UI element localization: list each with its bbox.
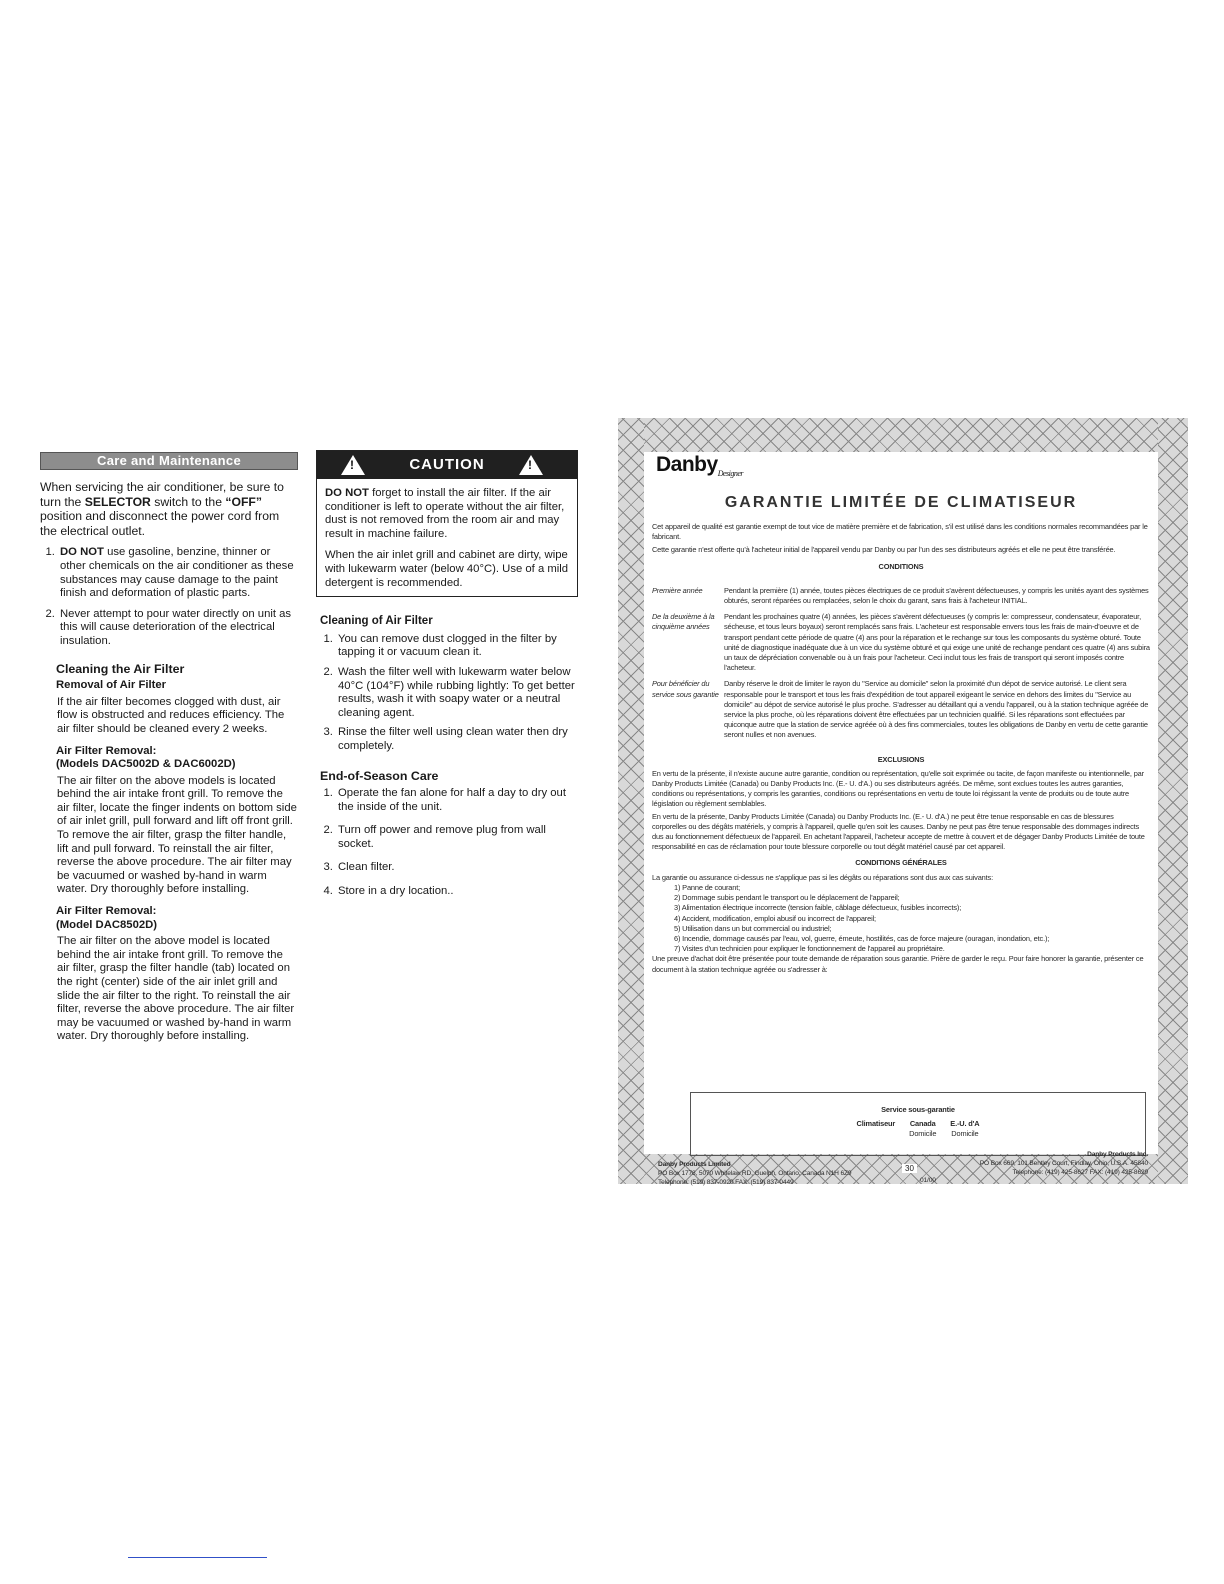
list-item: 1. You can remove dust clogged in the filter by tapping it or vacuum clean it. bbox=[336, 633, 578, 660]
warranty-intro-2: Cette garantie n'est offerte qu'à l'acheteur initial de l'appareil vendu par Danby ou par l'un des ses distributeurs agréés et elle ne peut être transférée. bbox=[652, 545, 1116, 555]
removal-text: If the air filter becomes clogged with dust, air flow is obstructed and reduces efficiency. The air filter should be cleaned every 2 weeks. bbox=[57, 695, 285, 735]
list-item: 2) Dommage subis pendant le transport ou le déplacement de l'appareil; bbox=[674, 893, 900, 903]
general-intro: La garantie ou assurance ci-dessus ne s'applique pas si les dégâts ou réparations sont dus aux cas suivants: bbox=[652, 872, 993, 882]
footer-usa-address: Danby Products Inc. PO Box 669, 101 Bentley Court, Findlay, Ohio, U.S.A. 45840 Telephone: (419) 425-8627 FAX: (419) 425-8629 bbox=[979, 1151, 1148, 1176]
list-item: 5) Utilisation dans un but commercial ou industriel; bbox=[674, 923, 832, 933]
caution-text-1: DO NOT forget to install the air filter. If the air conditioner is left to operate without the air filter, dust is not removed from the room air and may result in machine failure. bbox=[325, 487, 565, 540]
underline-mark bbox=[128, 1557, 267, 1558]
document-code: 01/00 bbox=[920, 1177, 936, 1184]
warranty-intro-1: Cet appareil de qualité est garantie exempt de tout vice de matière première et de fabrication, s'il est utilisé dans les conditions normales recommandées par le fabricant. bbox=[652, 522, 1148, 542]
caution-box bbox=[316, 450, 578, 597]
list-item: 2. Turn off power and remove plug from wall socket. bbox=[336, 824, 578, 851]
list-item: 2. Never attempt to pour water directly on unit as this will cause deterioration of the electrical insulation. bbox=[58, 608, 298, 649]
exclusions-heading: EXCLUSIONS bbox=[877, 754, 925, 764]
proof-of-purchase: Une preuve d'achat doit être présentée pour toute demande de réparation sous garantie. Prière de garder le reçu. Pour faire honorer la garantie, présenter ce document à la station technique agréée ou s'adresser à: bbox=[652, 954, 1144, 974]
care-intro: When servicing the air conditioner, be sure to turn the SELECTOR switch to the “OFF” position and disconnect the power cord from the electrical outlet. bbox=[40, 480, 284, 538]
list-item: 1. DO NOT use gasoline, benzine, thinner or other chemicals on the air conditioner as these substances may cause damage to the paint finish and deformation of plastic parts. bbox=[58, 546, 298, 600]
caution-text-2: When the air inlet grill and cabinet are dirty, wipe with lukewarm water (below 40°C). Use of a mild detergent is recommended. bbox=[325, 549, 569, 589]
condition-row: Pour bénéficier du service sous garantie Danby réserve le droit de limiter le rayon du "Service au domicile" selon la proximité d'un dépot de service autorisé. Le client sera responsable pour le transport et tous les frais d'expédition de tout appareil exigeant le service en dehors des limites du "Service au domicile" au dépot de service autorisé le plus proche. S'adresser au détaillant qui a vendu l'appareil, ou à la station technique agréée de service la plus proche, où les réparations doivent être effectuées par un technicien qualifié. Si les réparations sont effectuées par quiconque autre que la station de service agréée où à des fins commerciales, toutes les obligations de Danby en vertu de cette garantie seront nulles et non avenues. bbox=[652, 679, 1149, 740]
removal-heading: Removal of Air Filter bbox=[56, 679, 167, 692]
removal1-heading: Air Filter Removal: (Models DAC5002D & DAC6002D) bbox=[56, 744, 236, 771]
care-warnings-list bbox=[40, 546, 298, 648]
list-item: 4) Accident, modification, emploi abusif ou incorrect de l'appareil; bbox=[674, 913, 876, 923]
end-season-steps bbox=[316, 787, 578, 899]
care-maintenance-column bbox=[40, 452, 298, 1052]
list-item: 2. Wash the filter well with lukewarm water below 40°C (104°F) while rubbing lightly: To get better results, wash it with soapy water or a neutral cleaning agent. bbox=[336, 666, 578, 720]
filter-cleaning-heading: Cleaning of Air Filter bbox=[320, 615, 433, 628]
list-item: 7) Visites d'un technicien pour expliquer le fonctionnement de l'appareil au propriétaire. bbox=[674, 944, 945, 954]
condition-row: Première année Pendant la première (1) année, toutes pièces électriques de ce produit s'avèrent défectueuses, y compris les unités ayant des systèmes obturés, seront réparées ou remplacées, selon le choix du garant, sans frais à l'acheteur INITIAL. bbox=[652, 585, 1149, 606]
warranty-title: GARANTIE LIMITÉE DE CLIMATISEUR bbox=[724, 494, 1078, 511]
exclusions-text-2: En vertu de la présente, Danby Products Limitée (Canada) ou Danby Products Inc. (E.- U. d'A.) ne peut être tenue responsable en cas de blessures corporelles ou des dégâts matériels, y compris à l'appareil, quelle qu'en soit les causes. Danby ne peut pas être tenue responsable des dommages indirects dus au fonctionnement défectueux de l'appareil. En achetant l'appareil, l'acheteur accepte de mettre à couvert et de dégager Danby Products Limitée de toute responsabilité en cas de réclamation pour toute blessure corporelle ou tout dégât matériel causé par cet appareil. bbox=[652, 811, 1145, 852]
conditions-heading: CONDITIONS bbox=[878, 561, 924, 571]
removal2-text: The air filter on the above model is located behind the air intake front grill. To remove the air filter, grasp the filter handle (tab) located on the right (center) side of the air inlet grill and slide the air filter to the right. To reinstall the air filter, reverse the above procedure. The air filter may be vacuumed or washed by-hand in warm water. Dry thoroughly before installing. bbox=[57, 935, 295, 1043]
danby-logo: Danby$_{Designer}$ bbox=[656, 453, 744, 479]
list-item: 4. Store in a dry location.. bbox=[336, 885, 578, 899]
warning-icon: ! bbox=[341, 455, 365, 475]
cleaning-filter-heading: Cleaning the Air Filter bbox=[56, 661, 185, 676]
warranty-page bbox=[618, 418, 1188, 1184]
care-maintenance-heading: Care and Maintenance bbox=[40, 452, 298, 470]
end-season-heading: End-of-Season Care bbox=[320, 768, 439, 783]
condition-row: De la deuxième à la cinquième années Pendant les prochaines quatre (4) années, les pièces s'avèrent défectueuses (y compris le: compresseur, condensateur, évaporateur, sécheuse, et tous leurs boyaux) seront remplacés sans frais. L'acheteur est responsable envers tous les frais de main-d'oeuvre et de transport pendant cette période de quatre (4) ans pour la réparation et le rechange sur tous les composants du système obturé. Toute unité de diagnostique inadéquate due à un vice du système obturé et qui exige une unité de rechange pendant ces quatre (4) ans subira un taux de dépréciation convenable ou à un frais pour l'acheteur. Ceci inclut tous les frais de transport qui seront imposés contre l'acheteur. bbox=[652, 612, 1150, 673]
list-item: 3) Alimentation électrique incorrecte (tension faible, câblage défectueux, fusibles incorrects); bbox=[674, 903, 962, 913]
caution-column bbox=[316, 450, 578, 909]
list-item: 3. Rinse the filter well using clean water then dry completely. bbox=[336, 726, 578, 753]
decorative-border-top bbox=[618, 418, 1188, 452]
exclusions-text-1: En vertu de la présente, il n'existe aucune autre garantie, condition ou représentation, qu'elle soit exprimée ou tacite, de façon manifeste ou intentionnelle, par Danby Products Limitée (Canada) ou Danby Products Inc. (E.- U. d'A.) ou ses distributeurs agréés. De même, sont exclues toutes les autres garanties, conditions ou représentations, y compris les garanties, conditions ou représentations en vertu de toute loi régissant la vente de produits ou de toute autre législation ou règlement semblables. bbox=[652, 768, 1144, 809]
filter-cleaning-steps bbox=[316, 633, 578, 754]
list-item: 1. Operate the fan alone for half a day to dry out the inside of the unit. bbox=[336, 787, 578, 814]
decorative-border-right bbox=[1158, 418, 1188, 1184]
warning-icon: ! bbox=[519, 455, 543, 475]
service-heading: Service sous-garantie bbox=[881, 1105, 955, 1114]
decorative-border-left bbox=[618, 418, 644, 1184]
removal1-text: The air filter on the above models is located behind the air intake front grill. To remove the air filter, locate the finger indents on bottom side of air inlet grill, pull forward and lift off front grill. To remove the air filter, grasp the filter handle, lift and pull forward. To reinstall the air filter, reverse the above procedure. The air filter may be vacuumed or washed by-hand in warm water. Dry thoroughly before installing. bbox=[57, 774, 297, 896]
caution-title: CAUTION bbox=[409, 456, 485, 474]
general-conditions-heading: CONDITIONS GÉNÉRALES bbox=[855, 858, 947, 868]
caution-header bbox=[317, 451, 577, 479]
list-item: 3. Clean filter. bbox=[336, 861, 578, 875]
removal2-heading: Air Filter Removal: (Model DAC8502D) bbox=[56, 905, 158, 931]
list-item: 1) Panne de courant; bbox=[674, 882, 741, 892]
service-table: Climatiseur Canada Domicile E.-U. d'A Domicile bbox=[856, 1119, 980, 1139]
warranty-body bbox=[652, 522, 1150, 975]
page-number: 30 bbox=[902, 1164, 917, 1173]
service-box bbox=[690, 1092, 1146, 1156]
list-item: 6) Incendie, dommage causés par l'eau, vol, guerre, émeute, hostilités, cas de force majeure (ouragan, inondation, etc.); bbox=[674, 933, 1050, 943]
footer-canada-address: Danby Products Limited PO Box 1778, 5070 Whitelaw RD, Guelph, Ontario, Canada N1H 6Z9 Telephone: (519) 837-0920 FAX: (519) 837-0449 bbox=[658, 1161, 852, 1186]
